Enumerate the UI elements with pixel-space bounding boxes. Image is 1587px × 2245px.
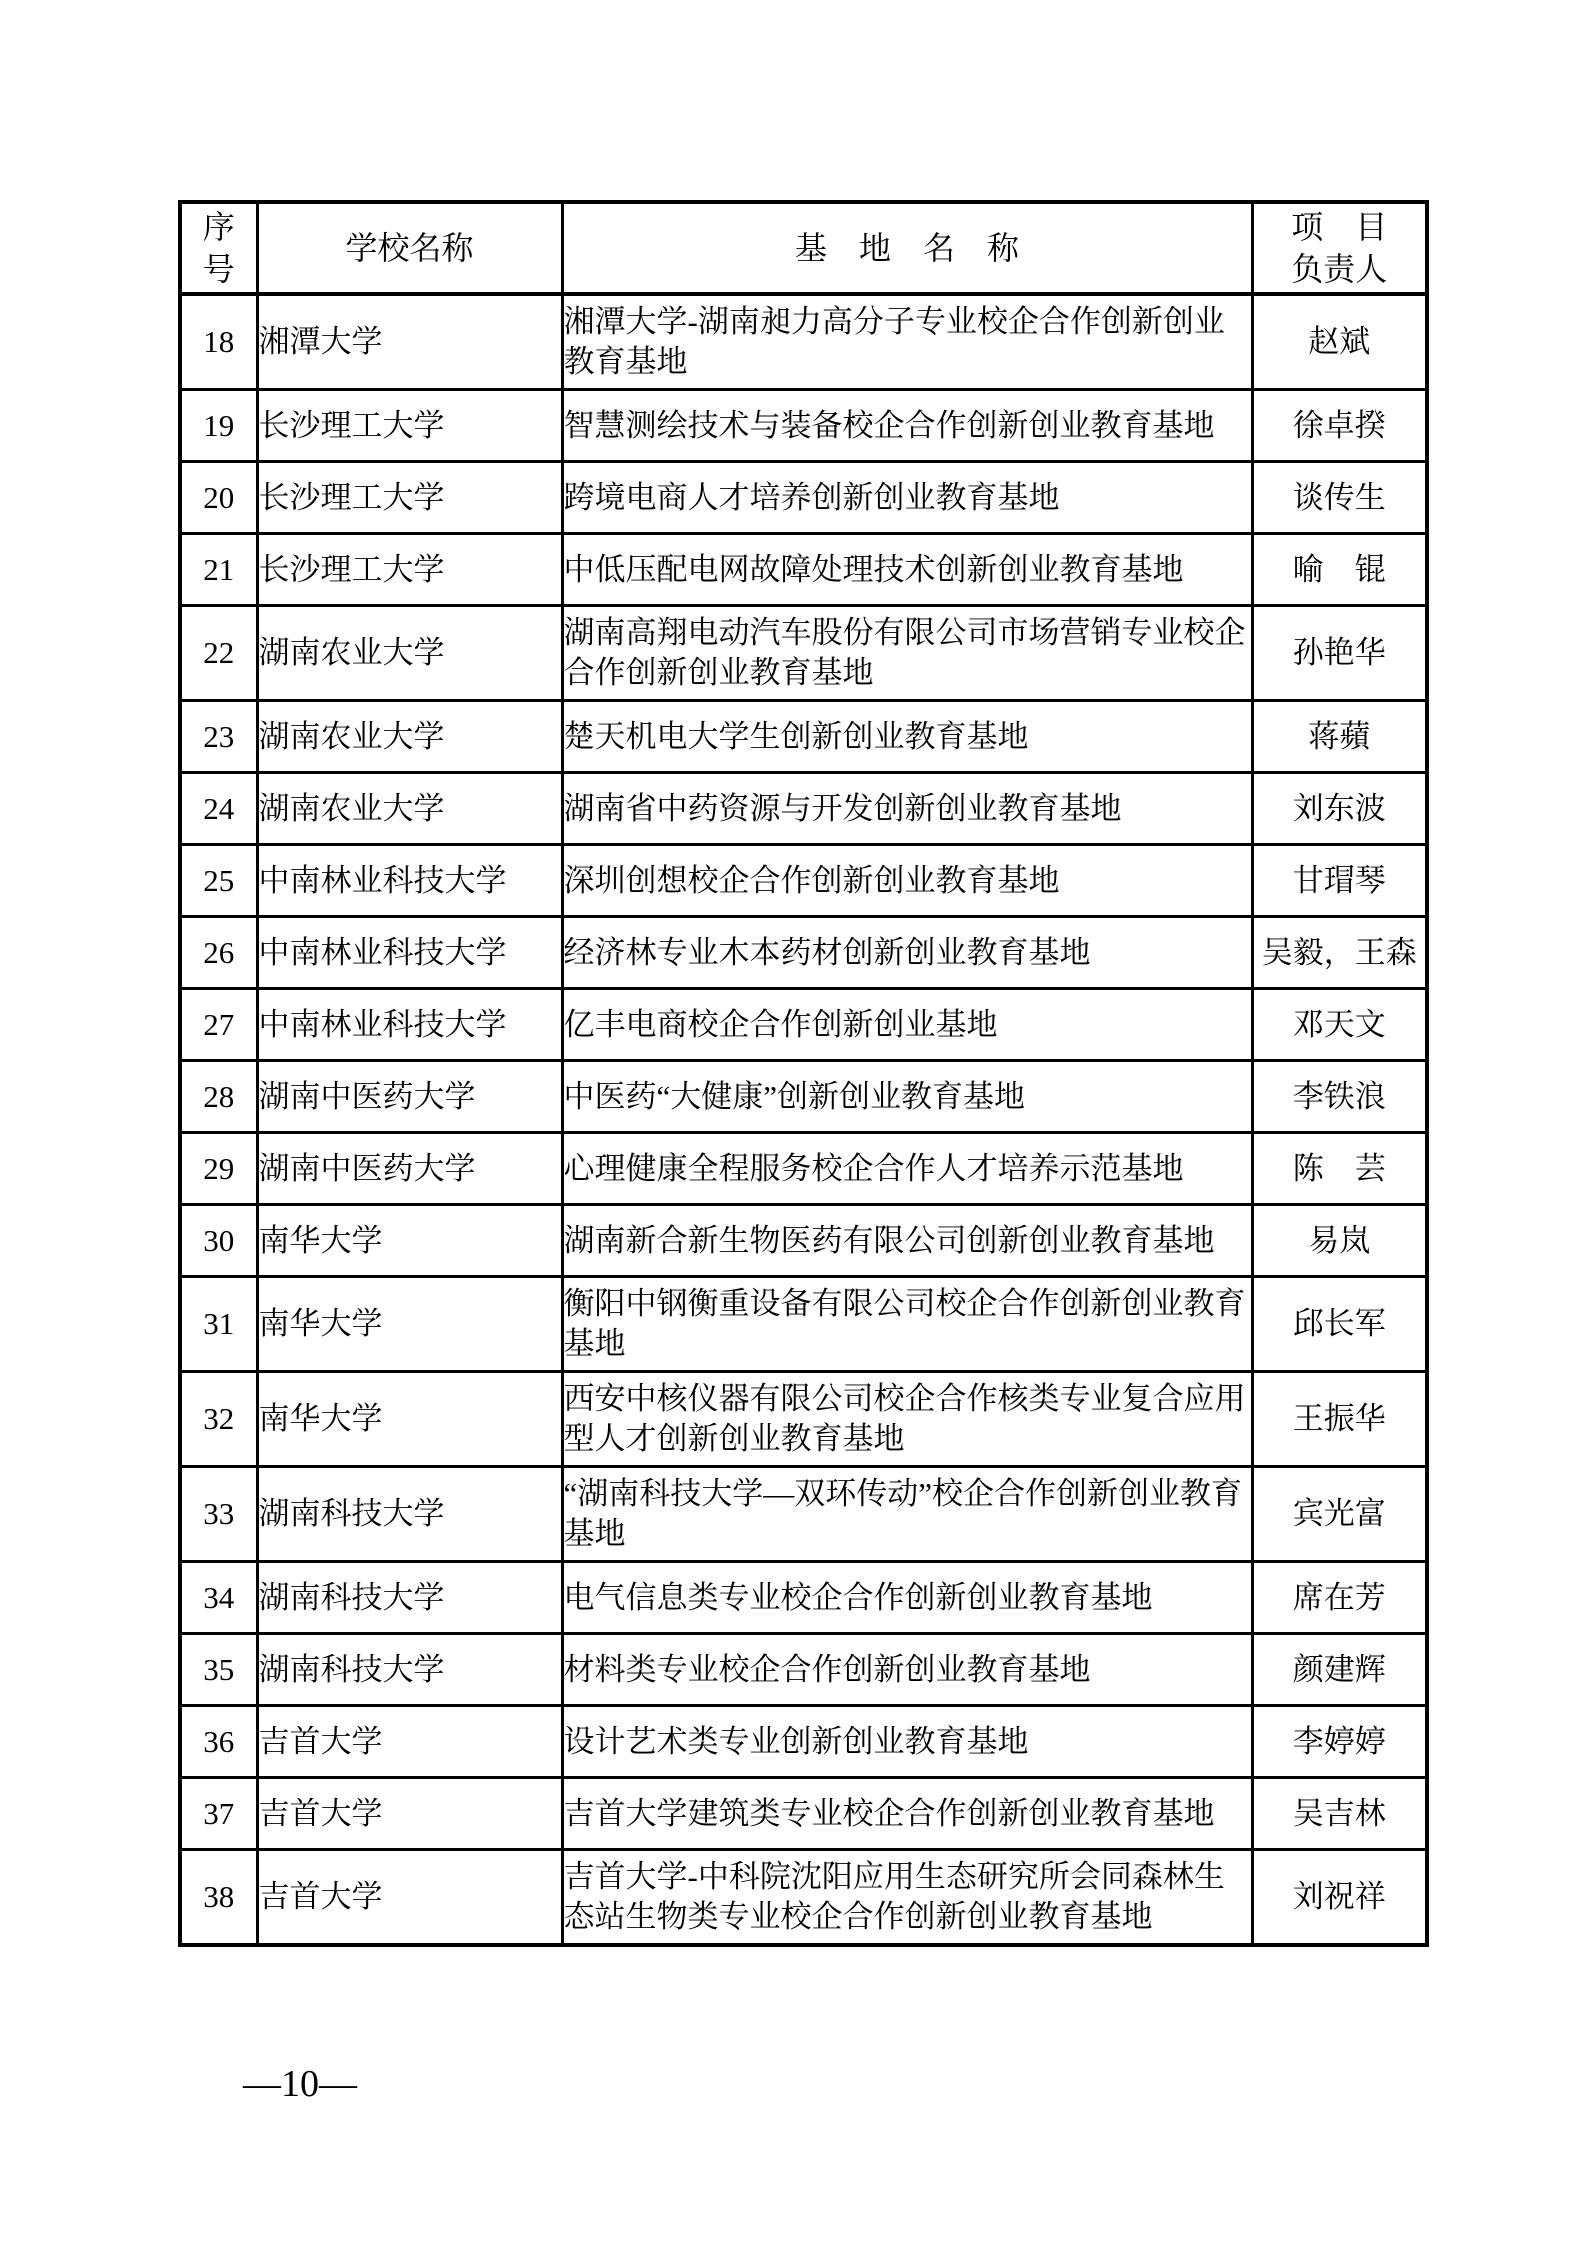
table-row — [180, 1061, 1427, 1133]
base-name-cell: 经济林专业木本药材创新创业教育基地 — [562, 917, 1252, 989]
school-name-cell: 长沙理工大学 — [257, 534, 562, 606]
base-name-cell: 跨境电商人才培养创新创业教育基地 — [562, 462, 1252, 534]
school-name-cell: 中南林业科技大学 — [257, 917, 562, 989]
row-number-cell: 37 — [180, 1778, 257, 1850]
table-row — [180, 701, 1427, 773]
row-number-cell: 19 — [180, 390, 257, 462]
row-number-cell: 36 — [180, 1706, 257, 1778]
row-number-cell: 28 — [180, 1061, 257, 1133]
row-number-cell: 31 — [180, 1277, 257, 1372]
base-name-cell: 中低压配电网故障处理技术创新创业教育基地 — [562, 534, 1252, 606]
header-leader-line1: 项 目 — [1291, 209, 1388, 245]
leader-cell: 易岚 — [1252, 1205, 1427, 1277]
table-row — [180, 1634, 1427, 1706]
leader-cell: 席在芳 — [1252, 1562, 1427, 1634]
table-row — [180, 534, 1427, 606]
base-name-cell: 电气信息类专业校企合作创新创业教育基地 — [562, 1562, 1252, 1634]
base-name-cell: 湖南高翔电动汽车股份有限公司市场营销专业校企合作创新创业教育基地 — [562, 606, 1252, 701]
leader-cell: 刘祝祥 — [1252, 1850, 1427, 1946]
table-row — [180, 1372, 1427, 1467]
leader-cell: 李铁浪 — [1252, 1061, 1427, 1133]
leader-cell: 吴吉林 — [1252, 1778, 1427, 1850]
school-name-cell: 吉首大学 — [257, 1706, 562, 1778]
table-row — [180, 1778, 1427, 1850]
base-name-cell: 吉首大学建筑类专业校企合作创新创业教育基地 — [562, 1778, 1252, 1850]
row-number-cell: 30 — [180, 1205, 257, 1277]
leader-cell: 陈 芸 — [1252, 1133, 1427, 1205]
table-row — [180, 462, 1427, 534]
leader-cell: 李婷婷 — [1252, 1706, 1427, 1778]
row-number-cell: 20 — [180, 462, 257, 534]
leader-cell: 吴毅，王森 — [1252, 917, 1427, 989]
school-name-cell: 湘潭大学 — [257, 294, 562, 390]
table-row — [180, 1205, 1427, 1277]
school-name-cell: 湖南科技大学 — [257, 1562, 562, 1634]
base-name-cell: 西安中核仪器有限公司校企合作核类专业复合应用型人才创新创业教育基地 — [562, 1372, 1252, 1467]
leader-cell: 谈传生 — [1252, 462, 1427, 534]
table-row — [180, 989, 1427, 1061]
header-project-leader — [1252, 202, 1427, 294]
header-serial-line1: 序 — [202, 209, 235, 245]
row-number-cell: 35 — [180, 1634, 257, 1706]
base-name-cell: “湖南科技大学—双环传动”校企合作创新创业教育基地 — [562, 1467, 1252, 1562]
table-row — [180, 845, 1427, 917]
base-name-cell: 材料类专业校企合作创新创业教育基地 — [562, 1634, 1252, 1706]
table-row — [180, 1850, 1427, 1946]
base-name-cell: 湖南省中药资源与开发创新创业教育基地 — [562, 773, 1252, 845]
bases-table — [178, 200, 1429, 1947]
row-number-cell: 18 — [180, 294, 257, 390]
school-name-cell: 湖南农业大学 — [257, 606, 562, 701]
leader-cell: 赵斌 — [1252, 294, 1427, 390]
header-leader-line2: 负责人 — [1291, 251, 1388, 287]
school-name-cell: 湖南中医药大学 — [257, 1061, 562, 1133]
table-row — [180, 1277, 1427, 1372]
header-serial-number — [180, 202, 257, 294]
table-header-row — [180, 202, 1427, 294]
row-number-cell: 27 — [180, 989, 257, 1061]
row-number-cell: 26 — [180, 917, 257, 989]
base-name-cell: 深圳创想校企合作创新创业教育基地 — [562, 845, 1252, 917]
row-number-cell: 32 — [180, 1372, 257, 1467]
row-number-cell: 34 — [180, 1562, 257, 1634]
base-name-cell: 湘潭大学-湖南昶力高分子专业校企合作创新创业教育基地 — [562, 294, 1252, 390]
school-name-cell: 湖南科技大学 — [257, 1634, 562, 1706]
leader-cell: 邓天文 — [1252, 989, 1427, 1061]
school-name-cell: 湖南农业大学 — [257, 773, 562, 845]
base-name-cell: 中医药“大健康”创新创业教育基地 — [562, 1061, 1252, 1133]
leader-cell: 颜建辉 — [1252, 1634, 1427, 1706]
leader-cell: 喻 锟 — [1252, 534, 1427, 606]
school-name-cell: 南华大学 — [257, 1205, 562, 1277]
base-name-cell: 吉首大学-中科院沈阳应用生态研究所会同森林生态站生物类专业校企合作创新创业教育基地 — [562, 1850, 1252, 1946]
school-name-cell: 南华大学 — [257, 1372, 562, 1467]
row-number-cell: 21 — [180, 534, 257, 606]
leader-cell: 甘瑁琴 — [1252, 845, 1427, 917]
table-row — [180, 294, 1427, 390]
row-number-cell: 24 — [180, 773, 257, 845]
leader-cell: 蒋蘋 — [1252, 701, 1427, 773]
school-name-cell: 长沙理工大学 — [257, 462, 562, 534]
header-base-name: 基 地 名 称 — [562, 202, 1252, 294]
table-row — [180, 390, 1427, 462]
row-number-cell: 22 — [180, 606, 257, 701]
table-row — [180, 606, 1427, 701]
base-name-cell: 心理健康全程服务校企合作人才培养示范基地 — [562, 1133, 1252, 1205]
leader-cell: 王振华 — [1252, 1372, 1427, 1467]
base-name-cell: 亿丰电商校企合作创新创业基地 — [562, 989, 1252, 1061]
row-number-cell: 38 — [180, 1850, 257, 1946]
row-number-cell: 23 — [180, 701, 257, 773]
table-row — [180, 773, 1427, 845]
school-name-cell: 南华大学 — [257, 1277, 562, 1372]
page-number: —10— — [243, 2063, 357, 2105]
leader-cell: 徐卓揆 — [1252, 390, 1427, 462]
school-name-cell: 湖南中医药大学 — [257, 1133, 562, 1205]
header-serial-line2: 号 — [202, 251, 235, 287]
table-row — [180, 1133, 1427, 1205]
row-number-cell: 25 — [180, 845, 257, 917]
header-school-name: 学校名称 — [257, 202, 562, 294]
school-name-cell: 中南林业科技大学 — [257, 989, 562, 1061]
row-number-cell: 33 — [180, 1467, 257, 1562]
base-name-cell: 湖南新合新生物医药有限公司创新创业教育基地 — [562, 1205, 1252, 1277]
school-name-cell: 吉首大学 — [257, 1778, 562, 1850]
base-name-cell: 楚天机电大学生创新创业教育基地 — [562, 701, 1252, 773]
base-name-cell: 智慧测绘技术与装备校企合作创新创业教育基地 — [562, 390, 1252, 462]
leader-cell: 宾光富 — [1252, 1467, 1427, 1562]
leader-cell: 邱长军 — [1252, 1277, 1427, 1372]
school-name-cell: 长沙理工大学 — [257, 390, 562, 462]
table-row — [180, 1467, 1427, 1562]
table-row — [180, 917, 1427, 989]
base-name-cell: 设计艺术类专业创新创业教育基地 — [562, 1706, 1252, 1778]
row-number-cell: 29 — [180, 1133, 257, 1205]
school-name-cell: 吉首大学 — [257, 1850, 562, 1946]
base-name-cell: 衡阳中钢衡重设备有限公司校企合作创新创业教育基地 — [562, 1277, 1252, 1372]
school-name-cell: 湖南农业大学 — [257, 701, 562, 773]
table-row — [180, 1706, 1427, 1778]
leader-cell: 孙艳华 — [1252, 606, 1427, 701]
leader-cell: 刘东波 — [1252, 773, 1427, 845]
school-name-cell: 湖南科技大学 — [257, 1467, 562, 1562]
school-name-cell: 中南林业科技大学 — [257, 845, 562, 917]
table-row — [180, 1562, 1427, 1634]
